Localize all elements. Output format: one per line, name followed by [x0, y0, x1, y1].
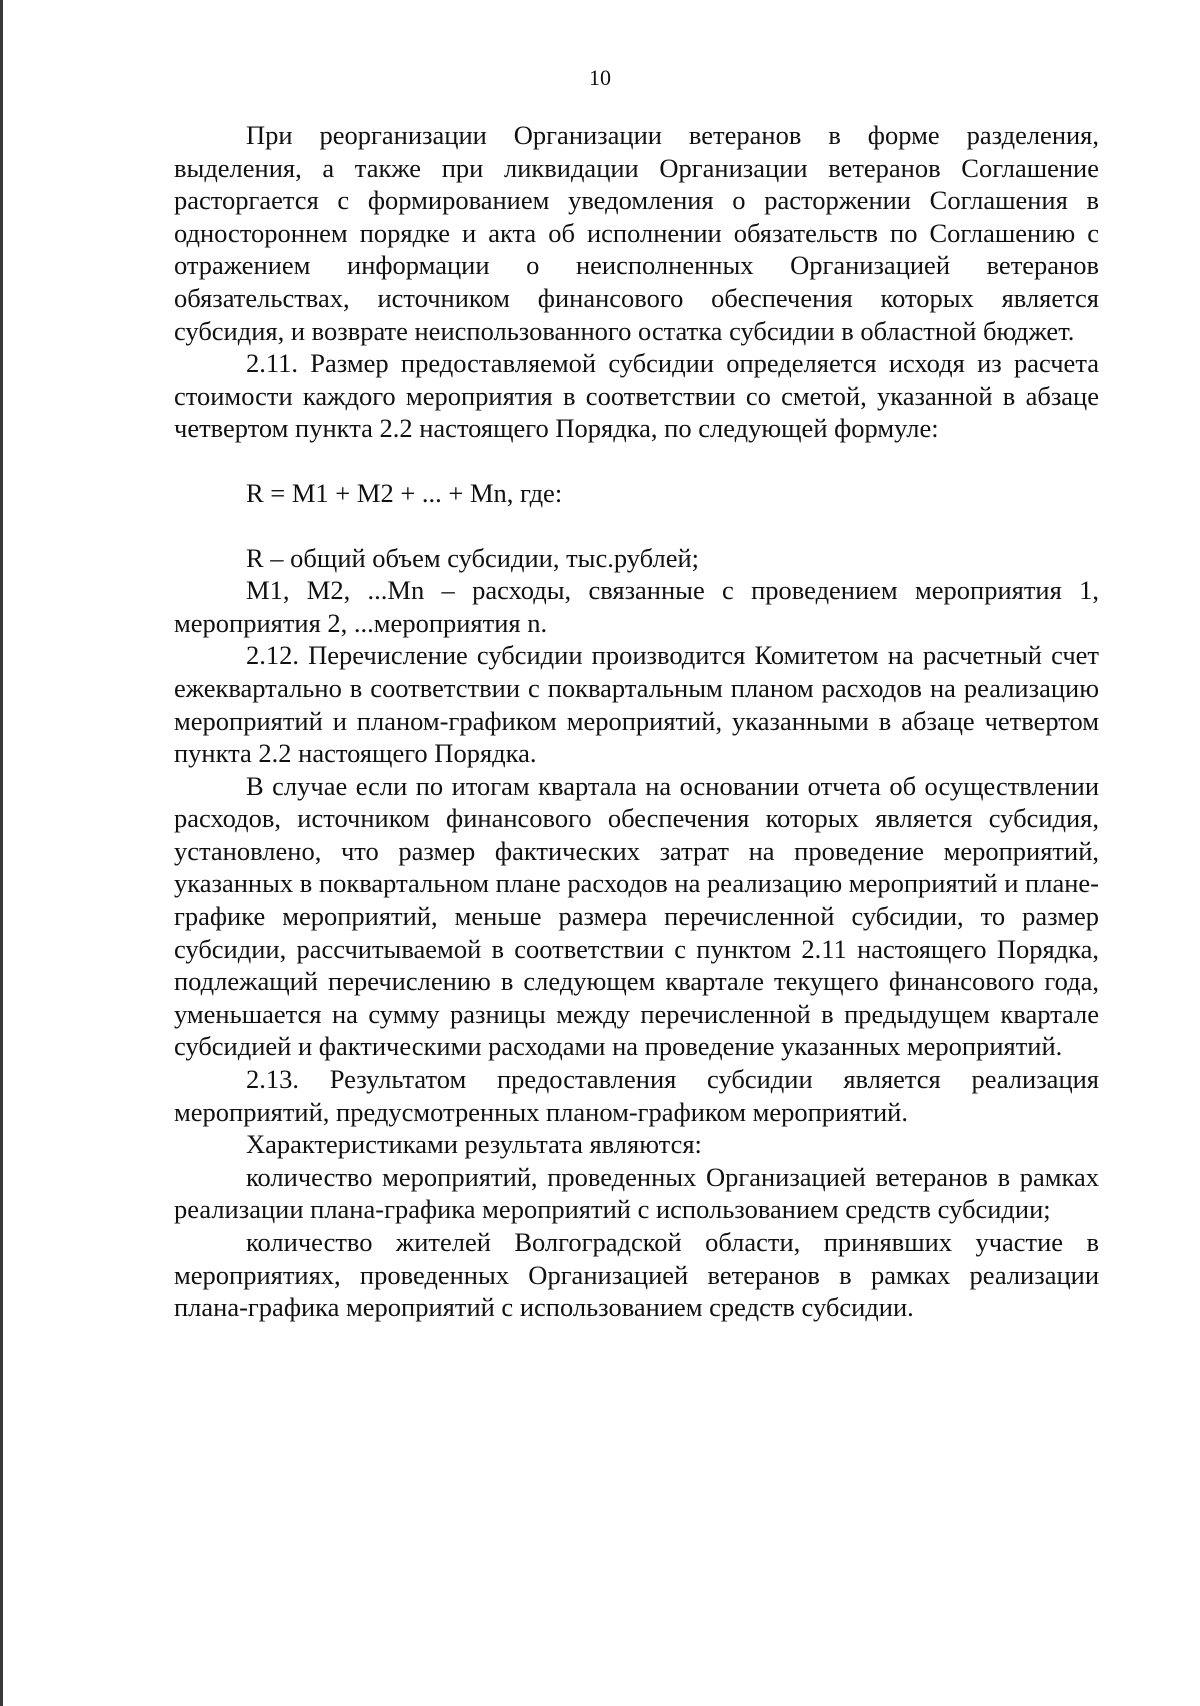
paragraph-m-definition: M1, M2, ...Mn – расходы, связанные с проведением мероприятия 1, мероприятия 2, ...мероприятия n. — [174, 575, 1099, 638]
page-number: 10 — [589, 65, 611, 90]
paragraph-reorganization: При реорганизации Организации ветеранов в форме разделения, выделения, а также при ликвидации Организации ветеранов Соглашение расторгается с формированием уведомления о расторжении Соглашения в одностороннем порядке и акта об исполнении обязательств по Соглашению с отражением информации о неисполненных Организацией ветеранов обязательствах, источником финансового обеспечения которых является субсидия, и возврате неиспользованного остатка субсидии в областной бюджет. — [174, 120, 1099, 346]
paragraph-r-definition: R – общий объем субсидии, тыс.рублей; — [246, 542, 699, 573]
paragraph-result-characteristics: Характеристиками результата являются: — [246, 1129, 702, 1160]
paragraph-quarter-adjustment: В случае если по итогам квартала на основании отчета об осуществлении расходов, источником финансового обеспечения которых является субсидия, установлено, что размер фактических затрат на проведение мероприятий, указанных в поквартальном плане расходов на реализацию мероприятий и плане-графике мероприятий, меньше размера перечисленной субсидии, то размер субсидии, рассчитываемой в соответствии с пунктом 2.11 настоящего Порядка, подлежащий перечислению в следующем квартале текущего финансового года, уменьшается на сумму разницы между перечисленной в предыдущем квартале субсидией и фактическими расходами на проведение указанных мероприятий. — [174, 770, 1099, 1062]
paragraph-2-11: 2.11. Размер предоставляемой субсидии определяется исходя из расчета стоимости каждого мероприятия в соответствии со сметой, указанной в абзаце четвертом пункта 2.2 настоящего Порядка, по следующей формуле: — [174, 348, 1099, 444]
list-item-residents-count: количество жителей Волгоградской области, принявших участие в мероприятиях, проведенных Организацией ветеранов в рамках реализации плана-графика мероприятий с использованием средств субсидии. — [174, 1227, 1099, 1323]
scan-edge-line — [0, 0, 3, 1706]
paragraph-2-12: 2.12. Перечисление субсидии производится Комитетом на расчетный счет ежеквартально в соответствии с поквартальным планом расходов на реализацию мероприятий и планом-графиком мероприятий, указанными в абзаце четвертом пункта 2.2 настоящего Порядка. — [174, 640, 1099, 769]
paragraph-2-13: 2.13. Результатом предоставления субсидии является реализация мероприятий, предусмотренных планом-графиком мероприятий. — [174, 1064, 1099, 1127]
list-item-events-count: количество мероприятий, проведенных Организацией ветеранов в рамках реализации плана-графика мероприятий с использованием средств субсидии; — [174, 1161, 1099, 1225]
subsidy-formula: R = M1 + M2 + ... + Mn, где: — [246, 477, 563, 508]
document-body — [174, 119, 1099, 1324]
